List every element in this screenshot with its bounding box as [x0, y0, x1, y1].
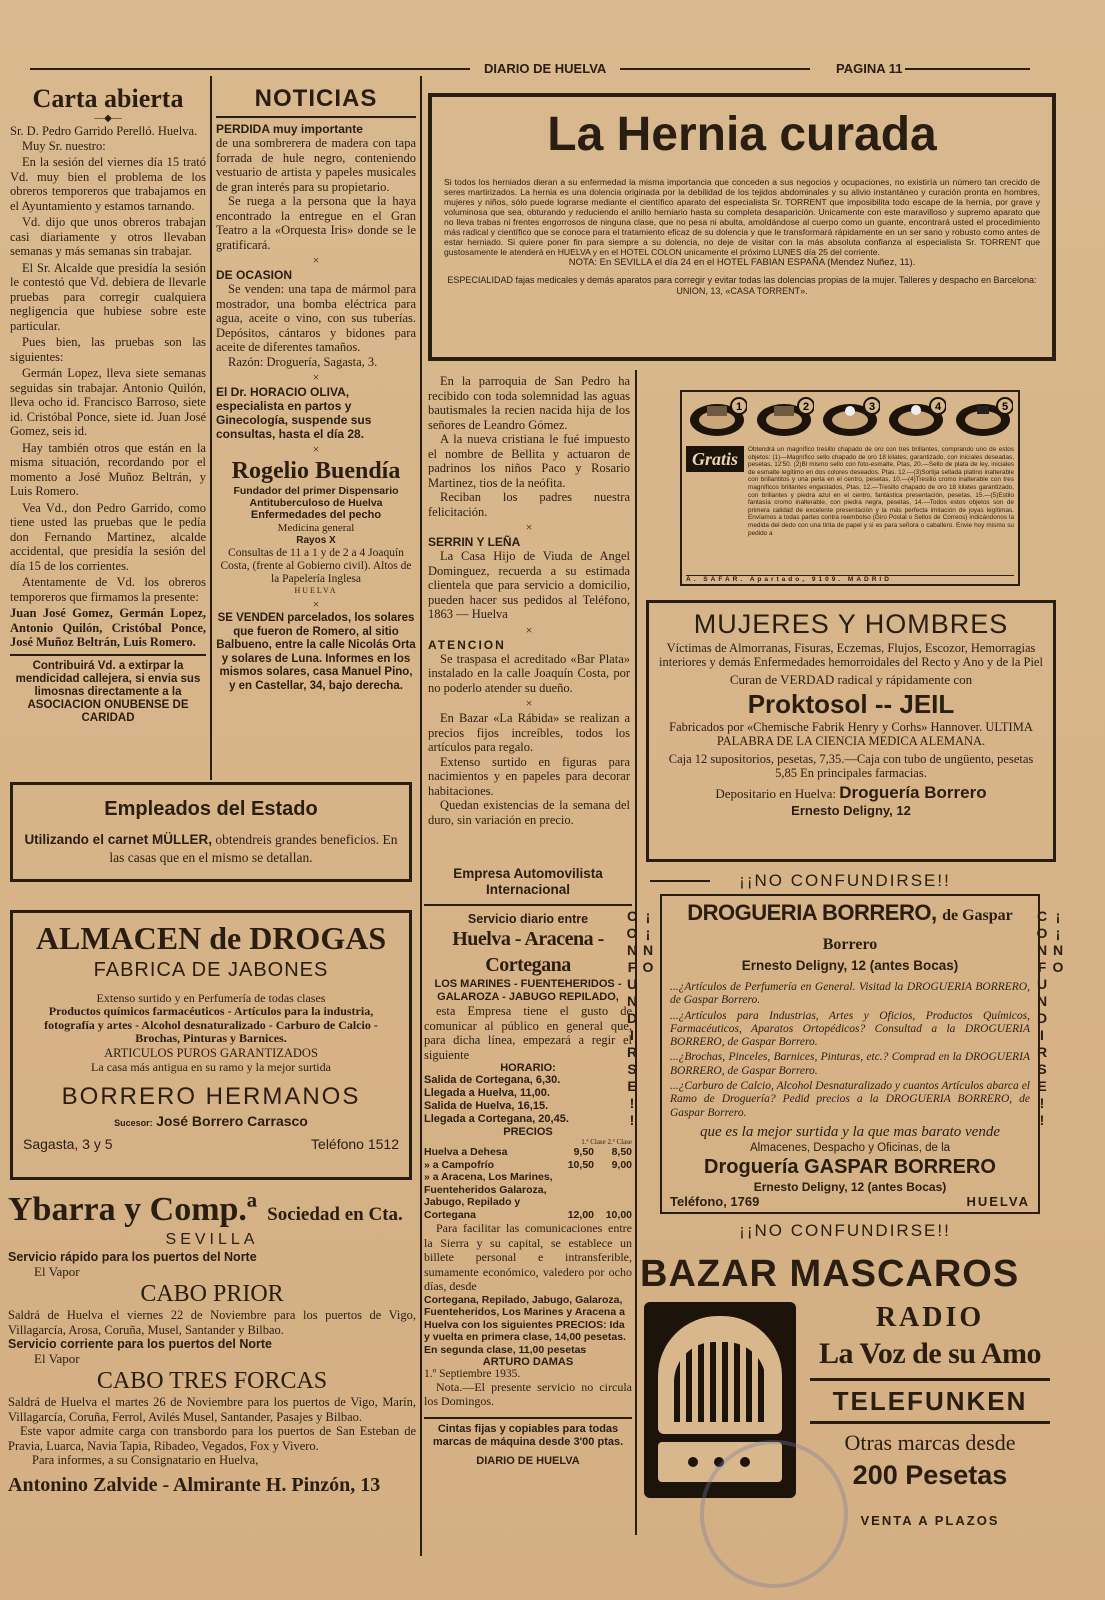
- horario-heading: HORARIO:: [500, 1062, 556, 1074]
- ybarra-ship-2-text: Saldrá de Huelva el martes 26 de Noviembre para los puertos de Vigo, Marín, Villagarcía, Coruña, Ferrol, Avilés Musel, Santander, Pasajes y Bilbao.: [8, 1395, 416, 1424]
- almacen-line-1: Extenso surtido y en Perfumería de todas clases: [96, 991, 326, 1005]
- buendia-line-1: Fundador del primer Dispensario Antituberculoso de Huelva: [233, 485, 399, 509]
- ybarra-sociedad: Sociedad en Cta.: [267, 1204, 403, 1225]
- buendia-name: Rogelio Buendía: [231, 458, 401, 484]
- almacen-ad: [10, 910, 412, 1180]
- caridad-appeal: Contribuirá Vd. a extirpar la mendicidad callejera, si envia sus limosnas directamente a la ASOCIACION ONUBENSE DE CARIDAD: [15, 659, 201, 724]
- perdida-text-2: Se ruega a la persona que la haya encontrado la entregue en el Gran Teatro a la «Orquesta Iris» donde se le gratificará.: [216, 194, 416, 252]
- column-divider: [210, 76, 212, 780]
- rings-row: [682, 392, 1018, 446]
- buendia-line-3: Medicina general: [277, 522, 355, 534]
- almacen-address: Sagasta, 3 y 5: [23, 1135, 113, 1152]
- drogueria-city: HUELVA: [966, 1193, 1030, 1209]
- perdida-heading: PERDIDA muy importante: [216, 122, 363, 136]
- rings-address: A. SAFAR. Apartado, 9109. MADRID: [686, 575, 1014, 583]
- ybarra-servicio-1: Servicio rápido para los puertos del Norte: [8, 1250, 257, 1264]
- billete-text-2: Cortegana, Repilado, Jabugo, Galaroza, Fuenteheridos, Los Marines y Aracena a Huelva con los siguientes PRECIOS: Ida y vuelta en primera clase, 14,00 pesetas.: [424, 1293, 626, 1343]
- column3-notices: En la parroquia de San Pedro ha recibido con toda solemnidad las aguas bautismales la recien nacida hija de los señores de Leandro Gómez. A la nueva cristiana le fué impuesto el nombre de Bellita y actuaron de padrinos los niños Paco y Rosario Martinez, tios de la neófita. Reciban los padres nuestra felicitación. × SERRIN Y LEÑA La Casa Hijo de Viuda de Angel Dominguez, recuerda a su estimada clientela que para servicio a domicilio, pueden hacer sus pedidos al Teléfono, 1863 — Huelva × ATENCION Se traspasa el acreditado «Bar Plata» instalado en la calle Joaquín Costa, por no poderlo atender su dueño. × En Bazar «La Rábida» se realizan a precios fijos increíbles, todos los artículos para regalo. Extenso surtido en figuras para nacimientos y en papeles para decorar habitaciones. Quedan existencias de la semana del duro, sin variación en precio.: [428, 374, 630, 827]
- mujeres-line-2: Curan de VERDAD radical y rápidamente con: [729, 672, 973, 687]
- ybarra-ship-1: CABO PRIOR: [140, 1281, 284, 1307]
- hernia-title: La Hernia curada: [547, 108, 937, 161]
- carta-paragraph: Hay también otros que están en la misma situación, recordando por el momento a José Muñoz Beltrán, y Luis Romero.: [10, 440, 206, 498]
- price-route: » a Campofrío: [424, 1158, 495, 1171]
- column-divider: [420, 76, 422, 1556]
- price-first-class: 12,00: [567, 1208, 594, 1221]
- bazar-rabida-3: Quedan existencias de la semana del duro, sin variación en precio.: [428, 798, 630, 827]
- drogueria-title-2: de Gaspar Borrero: [822, 907, 1013, 953]
- bazar-radio: RADIO: [875, 1302, 985, 1333]
- almacen-sucesor-label: Sucesor:: [114, 1117, 153, 1128]
- serrin-text: La Casa Hijo de Viuda de Angel Dominguez, recuerda a su estimada clientela que para servicio a domicilio, pueden hacer sus pedidos al Teléfono, 1863 — Huelva: [428, 549, 630, 621]
- gratis-label: Gratis: [686, 446, 744, 472]
- ring-4-icon: [886, 396, 946, 442]
- ring-1-icon: [687, 396, 747, 442]
- depositario-address: Ernesto Deligny, 12: [791, 803, 911, 818]
- price-route: Huelva a Dehesa: [424, 1146, 508, 1158]
- solares-notice: SE VENDEN parcelados, los solares que fueron de Romero, al sitio Balbueno, entre la calle Nicolás Orta y solares de Luna. Informes en los mismos solares, casa Manuel Pino, y en Castellar, 34, bajo derecha.: [216, 612, 416, 692]
- horario-row: Salida de Cortegana, 6,30.: [424, 1074, 561, 1086]
- ring-4-number: 4: [935, 401, 942, 413]
- almacen-brand: BORRERO HERMANOS: [61, 1082, 361, 1110]
- carta-title: Carta abierta: [32, 84, 184, 113]
- bazar-price: 200 Pesetas: [852, 1460, 1008, 1490]
- no-confundirse-banner-bottom: ¡¡NO CONFUNDIRSE!!: [739, 1221, 951, 1240]
- newspaper-name: DIARIO DE HUELVA: [484, 61, 607, 76]
- carta-addressee: Sr. D. Pedro Garrido Perelló. Huelva.: [10, 124, 198, 138]
- proktosol-ad: [646, 600, 1056, 862]
- cintas-source: DIARIO DE HUELVA: [476, 1454, 580, 1467]
- ring-5-icon: [953, 396, 1013, 442]
- ybarra-vapor-1: El Vapor: [34, 1264, 80, 1279]
- almacen-sucesor: José Borrero Carrasco: [156, 1112, 308, 1129]
- rings-text: Obtendrá un magnífico tresillo chapado de oro con tres brillantes, comprando uno de estos objetos: (1)—Magnífico sello chapado de oro 18 kilates, garantizado, con iniciales deseadas, pesetas, 12'50. (2)Bl mismo sello con foto-esmalte, Ptas, 20.—Sello de plata de ley, iniciales de esmalte legítimo en dos colores deseados. Ptas. 12.—(3)Sortija sellada platino inalterable con brillantitos y una perla en el centro, pesetas, 10.—(4)Tresillo cromo inalterable con tres magníficos brillantes engastados, Ptas, 12.—Tresillo chapado de oro 18 kilates garantizado, con brillantes y piedra azul en el centro, fantástica presentación, pesetas, 15.—(5)Estilo fantasía cromo inalterable, con piedra negra, pesetas, 14.—Todos estos objetos son de primera calidad de excelente presentación y la más perfecta imitación de joyas legítimas. Envíamos a todas partes contra reembolso (Giro Postal o Sellos de Correos) indicándonos la medida del dedo con una tirita de papel y si es para señora o caballero. Envie hoy mismo su pedido a: [748, 446, 1014, 537]
- drogueria-slogan: que es la mejor surtida y la que mas barato vende: [700, 1123, 1000, 1140]
- ybarra-ship-2: CABO TRES FORCAS: [96, 1368, 328, 1394]
- empresa-signer: ARTURO DAMAS: [482, 1355, 574, 1368]
- bazar-rabida-2: Extenso surtido en figuras para nacimientos y en papeles para decorar habitaciones.: [428, 754, 630, 798]
- ybarra-vapor-2: El Vapor: [34, 1351, 80, 1366]
- drogueria-almacenes: Almacenes, Despacho y Oficinas, de la: [749, 1141, 951, 1154]
- price-row: [424, 1171, 632, 1221]
- oliva-notice: El Dr. HORACIO OLIVA, especialista en partos y Ginecología, suspende sus consultas, hasta el día 28.: [216, 385, 372, 441]
- carta-paragraph: Pues bien, las pruebas son las siguientes:: [10, 335, 206, 364]
- ring-2-icon: [754, 396, 814, 442]
- horario-list: [424, 1074, 632, 1126]
- empresa-nota: Nota.—El presente servicio no circula los Domingos.: [424, 1379, 632, 1408]
- ring-3-number: 3: [868, 401, 876, 413]
- ring-3-icon: [820, 396, 880, 442]
- bazar-rabida-1: En Bazar «La Rábida» se realizan a precios fijos increíbles, todos los artículos para regalo.: [428, 711, 630, 754]
- noticias-title: NOTICIAS: [254, 85, 378, 112]
- hernia-nota: NOTA: En SEVILLA el día 24 en el HOTEL FABIAN ESPAÑA (Mendez Nuñez, 11).: [568, 257, 916, 268]
- empleados-ad: [10, 782, 412, 882]
- empresa-date: 1.º Septiembre 1935.: [424, 1367, 521, 1380]
- price-second-class: 9,00: [611, 1158, 632, 1171]
- depositario-name: Droguería Borrero: [839, 783, 987, 802]
- page-number: PAGINA 11: [836, 61, 903, 76]
- depositario-label: Depositario en Huelva:: [715, 786, 836, 801]
- bazar-otras: Otras marcas desde: [844, 1430, 1016, 1455]
- price-row: [424, 1159, 632, 1172]
- parroquia-1: En la parroquia de San Pedro ha recibido con toda solemnidad las aguas bautismales la recien nacida hija de los señores de Leandro Gómez.: [428, 374, 630, 432]
- drogueria-item: ...¿Carburo de Calcio, Alcohol Desnaturalizado y cuantos Artículos abarca el Ramo de Droguería? Pedid precios a la DROGUERIA BORRERO, de Gaspar Borrero.: [670, 1080, 1030, 1119]
- carta-paragraph: Muy Sr. nuestro:: [22, 138, 106, 153]
- bazar-plazos: VENTA A PLAZOS: [860, 1513, 1000, 1528]
- drogueria-title: DROGUERIA BORRERO,: [687, 900, 937, 925]
- drogueria-borrero-ad: [650, 870, 1040, 892]
- hernia-text: Si todos los herniados dieran a su enfermedad la misma importancia que conceden a sus negocios y ocupaciones, no existiría un número tan crecido de seres martirizados. La hernia es una dolencia originada por la debilidad de los tejidos abdominales y su alivio instantáneo y curación pronta en hombres, mujeres y niños, sólo puede lograrse mediante el científico aparato del especialista Sr. TORRENT que imposibilita todo escape de la hernia, por grave y voluminosa que sea, obturando y reduciendo el anillo herniario hasta su completa desaparición. Unicamente con este maravilloso y supremo aparato que no lleva trabas ni frentes engorrosos de ninguna clase, que no pesa ni abulta, amoldándose al cuerpo como un guante, encontrará usted el procedimiento más radical y científico que se conoce para el tratamiento eficaz de su dolencia y que le transformará rápidamente en un ser sano y robusto como antes de estar herniado. Si quiere poner fin para siempre a su dolencia, no deje de visitar con la más absoluta confianza al especialista Sr. TORRENT que gustosamente le atenderá en HUELVA y en el HOTEL COLON unicamente el próximo LUNES día 25 del corriente.: [444, 177, 1040, 257]
- billete-text: Para facilitar las comunicaciones entre la Sierra y su capital, se establece un billete personal e intransferible, sumamente económico, valedero por ocho días, desde: [424, 1221, 632, 1293]
- horario-row: Llegada a Huelva, 11,00.: [424, 1087, 550, 1099]
- bazar-title: BAZAR MASCAROS: [640, 1253, 1020, 1295]
- parroquia-2: A la nueva cristiana le fué impuesto el nombre de Bellita y actuaron de padrinos los niños Paco y Rosario Martinez, tios de la neófita.: [428, 432, 630, 490]
- bazar-telefunken: TELEFUNKEN: [810, 1378, 1050, 1424]
- almacen-line-3: ARTICULOS PUROS GARANTIZADOS: [104, 1045, 318, 1060]
- ybarra-city: SEVILLA: [165, 1231, 259, 1248]
- ybarra-ad: [8, 1190, 416, 1498]
- rings-ad: [680, 390, 1020, 586]
- carta-paragraph: El Sr. Alcalde que presidía la sesión le contestó que Vd. debiera de llevarle pruebas para corregir cualquiera negligencia que hubiese sobre este particular.: [10, 260, 206, 333]
- drogueria-item: ...¿Artículos de Perfumería en General. Visitad la DROGUERIA BORRERO, de Gaspar Borrero.: [670, 981, 1030, 1007]
- empleados-carnet: Utilizando el carnet MÜLLER,: [24, 832, 212, 847]
- buendia-line-4: Rayos X: [296, 535, 336, 546]
- horario-row: Salida de Huelva, 16,15.: [424, 1100, 549, 1112]
- drogueria-box: [660, 894, 1040, 1214]
- hernia-ad: [428, 93, 1056, 361]
- ring-2-number: 2: [802, 401, 809, 413]
- drogueria-name-2: Droguería GASPAR BORRERO: [704, 1155, 996, 1178]
- price-first-class: 10,50: [567, 1158, 594, 1171]
- empresa-towns: LOS MARINES - FUENTEHERIDOS - GALAROZA - JABUGO REPILADO,: [434, 978, 622, 1003]
- no-confundirse-side-left: ¡¡NO CONFUNDIRSE!!: [624, 908, 656, 1129]
- cintas-text: Cintas fijas y copiables para todas marcas de máquina desde 3'00 ptas.: [432, 1422, 624, 1448]
- noticias-column: NOTICIAS PERDIDA muy importante de una sombrerera de madera con tapa forrada de hule negro, conteniendo vestuario de artista y papeles musicales de gran interés para su propietario. Se ruega a la persona que la haya encontrado la entregue en el Gran Teatro a la «Orquesta Iris» donde se le gratificará. × DE OCASION Se venden: una tapa de mármol para mostrador, una bomba eléctrica para agua, aceite o vino, con sus tuberías. Depósitos, cántaros y bidones para aceite de diferentes tamaños. Razón: Droguería, Sagasta, 3. × El Dr. HORACIO OLIVA, especialista en partos y Ginecología, suspende sus consultas, hasta el día 28. × Rogelio Buendía Fundador del primer Dispensario Antituberculoso de Huelva Enfermedades del pecho Medicina general Rayos X Consultas de 11 a 1 y de 2 a 4 Joaquín Costa, (frente al Gobierno civil). Altos de la Papelería Inglesa HUELVA × SE VENDEN parcelados, los solares que fueron de Romero, al sitio Balbueno, entre la calle Nicolás Orta y solares de Luna. Informes en los mismos solares, casa Manuel Pino, y en Castellar, 34, bajo derecha.: [216, 85, 416, 692]
- almacen-phone: Teléfono 1512: [311, 1135, 399, 1152]
- carta-paragraph: En la sesión del viernes día 15 trató Vd. muy bien el problema de los obreros temporeros que trabajamos en el Ayuntamiento y estamos tarnando.: [10, 155, 206, 213]
- empleados-title: Empleados del Estado: [104, 798, 318, 820]
- ybarra-ship-2-text-2: Este vapor admite carga con transbordo para los puertos de San Esteban de Pravia, Luarca, Navia Tapia, Ribadeo, Vegados, Fox y Vivero.: [8, 1424, 416, 1453]
- atencion-heading: ATENCION: [428, 637, 506, 652]
- carta-paragraph: Germán Lopez, lleva siete semanas seguidas sin trabajar. Antonio Quilón, lleva ocho id. Francisco Barroso, siete id. Cristóbal Ponce, siete id. Juan José Gomez, seis id.: [10, 366, 206, 438]
- drogueria-items: [670, 981, 1030, 1120]
- carta-paragraph: Atentamente de Vd. los obreros temporeros que firmamos la presente:: [10, 575, 206, 604]
- empresa-intro: esta Empresa tiene el gusto de comunicar al público en general que, para dicha línea, empezará a regir el siguiente: [424, 1004, 632, 1062]
- ybarra-informes: Para informes, a su Consignatario en Huelva,: [32, 1453, 259, 1467]
- ocasion-text: Se venden: una tapa de mármol para mostrador, una bomba eléctrica para agua, aceite o vino, con sus tuberías. Depósitos, cántaros y bidones para aceite de diferentes tamaños.: [216, 282, 416, 354]
- empresa-servicio: Servicio diario entre: [467, 912, 589, 926]
- header-rule-mid: [620, 68, 810, 70]
- mujeres-line-4: Caja 12 supositorios, pesetas, 7,35.—Caja con tubo de ungüento, pesetas 5,85 En principales farmacias.: [668, 752, 1034, 780]
- almacen-title: ALMACEN de DROGAS: [35, 920, 387, 956]
- empresa-route: Huelva - Aracena - Cortegana: [452, 928, 604, 976]
- ybarra-servicio-2: Servicio corriente para los puertos del Norte: [8, 1337, 272, 1351]
- ocasion-heading: DE OCASION: [216, 268, 293, 282]
- drogueria-item: ...¿Brochas, Pinceles, Barnices, Pinturas, etc.? Comprad en la DROGUERIA BORRERO, de Gaspar Borrero.: [670, 1051, 1030, 1077]
- mujeres-line-1: Víctimas de Almorranas, Fisuras, Eczemas, Flujos, Escozor, Hemorragias interiores y demás Enfermedades hemorroidales del Recto y Ano y de la Piel: [659, 641, 1043, 669]
- price-first-class: 9,50: [573, 1146, 594, 1158]
- header-rule-right: [905, 68, 1030, 70]
- carta-signatures: Juan José Gomez, Germán Lopez, Antonio Quilón, Cristóbal Ponce, José Muñoz Beltrán, Luis Romero.: [10, 606, 206, 649]
- precios-heading: PRECIOS: [503, 1126, 553, 1138]
- price-row: [424, 1146, 632, 1159]
- empleados-text: obtendreis grandes beneficios. En las casas que en el mismo se detallan.: [109, 832, 398, 865]
- serrin-heading: SERRIN Y LEÑA: [428, 535, 521, 549]
- almacen-line-2: Productos químicos farmacéuticos - Artículos para la industria, fotografía y artes - Alcohol desnaturalizado - Carburo de Calcio - Brochas, Pinturas y Barnices.: [44, 1004, 378, 1045]
- prices-table: [424, 1146, 632, 1221]
- atencion-text: Se traspasa el acreditado «Bar Plata» instalado en la calle Joaquín Costa, por no poderlo atender su dueño.: [428, 651, 630, 695]
- buendia-line-5: Consultas de 11 a 1 y de 2 a 4 Joaquín Costa, (frente al Gobierno civil). Altos de la Papelería Inglesa: [220, 547, 412, 585]
- no-confundirse-banner-top: ¡¡NO CONFUNDIRSE!!: [739, 871, 951, 890]
- class-heading: 1.ª Clase 2.ª Clase: [581, 1138, 632, 1146]
- parroquia-3: Reciban los padres nuestra felicitación.: [428, 490, 630, 519]
- billete-text-3: En segunda clase, 11,00 pesetas: [424, 1343, 587, 1356]
- header-rule-left: [30, 68, 470, 70]
- carta-paragraph: Vea Vd., don Pedro Garrido, como tiene usted las pruebas que le pedía don Fernando Martinez, alcalde accidental, que presidía la sesión del día 15 de los corrientes.: [10, 500, 206, 573]
- library-stamp: [700, 1440, 848, 1588]
- drogueria-item: ...¿Artículos para Industrias, Artes y Oficios, Productos Químicos, Farmacéuticos, Aparatos Ortopédicos? Consultad a la DROGUERIA BORRERO, de Gaspar Borrero.: [670, 1009, 1030, 1049]
- carta-paragraph: Vd. dijo que unos obreros trabajan casi diariamente y otros llevaban semanas y más semanas sin trabajar.: [10, 215, 206, 258]
- no-confundirse-side-right: ¡¡NO CONFUNDIRSE!!: [1034, 908, 1066, 1129]
- drogueria-address-2: Ernesto Deligny, 12 (antes Bocas): [753, 1179, 947, 1194]
- bazar-voz: La Voz de su Amo: [818, 1337, 1042, 1370]
- ring-5-number: 5: [1001, 401, 1008, 413]
- almacen-subtitle: FABRICA DE JABONES: [93, 959, 329, 981]
- buendia-line-6: HUELVA: [294, 586, 338, 595]
- hernia-especialidad: ESPECIALIDAD fajas medicales y demás aparatos para corregir y evitar todas las dolencias propias de la mujer. Talleres y despacho en Barcelona: UNION, 13, «CASA TORRENT».: [447, 275, 1037, 296]
- horario-row: Llegada a Cortegana, 20,45.: [424, 1113, 569, 1125]
- drogueria-phone: Teléfono, 1769: [670, 1193, 760, 1209]
- price-route: » a Aracena, Los Marines, Fuenteheridos Galaroza, Jabugo, Repilado y Cortegana: [424, 1171, 553, 1221]
- mujeres-title: MUJERES Y HOMBRES: [693, 609, 1009, 639]
- price-second-class: 10,00: [605, 1208, 632, 1221]
- ybarra-name: Ybarra y Comp.ª: [8, 1191, 258, 1228]
- mujeres-line-3: Fabricados por «Chemische Fabrik Henry y Corhs» Hannover. ULTIMA PALABRA DE LA CIENCIA MEDICA ALEMANA.: [669, 720, 1033, 748]
- ocasion-razon: Razón: Droguería, Sagasta, 3.: [228, 354, 378, 369]
- price-second-class: 8,50: [611, 1146, 632, 1158]
- ybarra-agent: Antonino Zalvide - Almirante H. Pinzón, 13: [8, 1473, 381, 1496]
- empresa-ad: [424, 866, 632, 1467]
- drogueria-address: Ernesto Deligny, 12 (antes Bocas): [741, 958, 959, 973]
- almacen-line-4: La casa más antigua en su ramo y la mejor surtida: [91, 1059, 331, 1074]
- carta-abierta: Carta abierta —◆— Sr. D. Pedro Garrido Perelló. Huelva. Muy Sr. nuestro: En la sesión del viernes día 15 trató Vd. muy bien el problema de los obreros temporeros que trabajamos en el Ayuntamiento y estamos tarnando. Vd. dijo que unos obreros trabajan casi diariamente y otros llevaban semanas y más semanas sin trabajar. El Sr. Alcalde que presidía la sesión le contestó que Vd. debiera de llevarle pruebas para corregir cualquiera negligencia que hubiese sobre este particular. Pues bien, las pruebas son las siguientes: Germán Lopez, lleva siete semanas seguidas sin trabajar. Antonio Quilón, lleva ocho id. Francisco Barroso, siete id. Cristóbal Ponce, siete id. Juan José Gomez, seis id. Hay también otros que están en la misma situación, recordando por el momento a José Muñoz Beltrán, y Luis Romero. Vea Vd., don Pedro Garrido, como tiene usted las pruebas que le pedía don Fernando Martinez, alcalde accidental, que presidía la sesión del día 15 de los corrientes. Atentamente de Vd. los obreros temporeros que firmamos la presente: Juan José Gomez, Germán Lopez, Antonio Quilón, Cristóbal Ponce, José Muñoz Beltrán, Luis Romero. Contribuirá Vd. a extirpar la mendicidad callejera, si envia sus limosnas directamente a la ASOCIACION ONUBENSE DE CARIDAD: [10, 84, 206, 724]
- carta-body: [10, 139, 206, 605]
- buendia-line-2: Enfermedades del pecho: [250, 509, 382, 521]
- empresa-title: Empresa Automovilista Internacional: [453, 866, 603, 897]
- ybarra-ship-1-text: Saldrá de Huelva el viernes 22 de Noviembre para los puertos de Vigo, Villagarcía, Arosa, Coruña, Musel, Santander y Bilbao.: [8, 1308, 416, 1337]
- ring-1-number: 1: [736, 401, 743, 413]
- perdida-text: de una sombrerera de madera con tapa forrada de hule negro, conteniendo vestuario de artista y papeles musicales de gran interés para su propietario.: [216, 136, 416, 194]
- proktosol-brand: Proktosol -- JEIL: [747, 689, 955, 719]
